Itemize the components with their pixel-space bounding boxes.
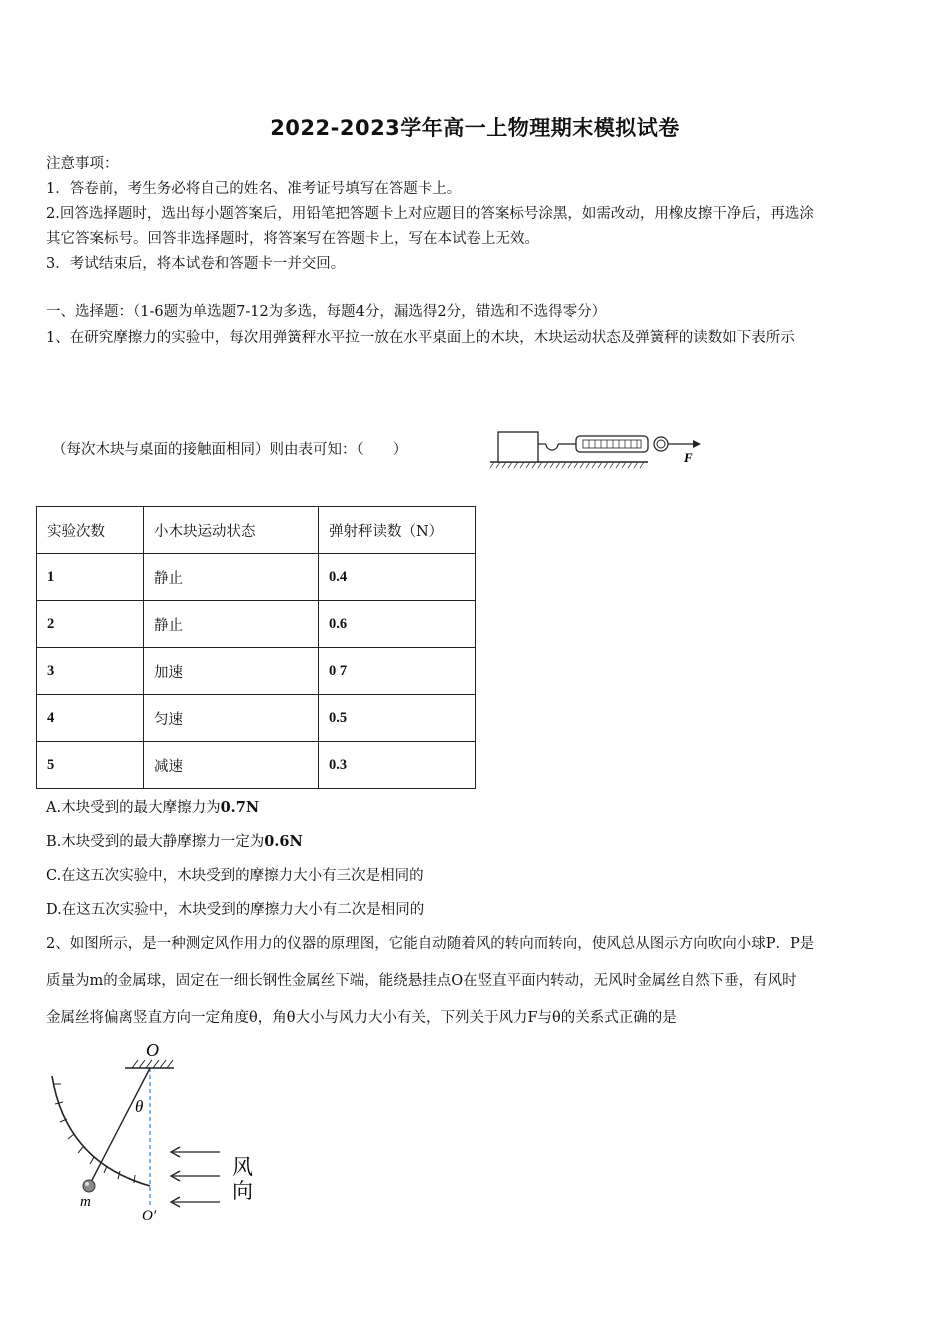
table-row [37,648,476,695]
table-header: 实验次数 [37,507,144,554]
q1-option-a [46,796,259,817]
force-label: F [684,450,693,465]
q1-stem-cont: （每次木块与桌面的接触面相同）则由表可知：（ ） [52,442,408,458]
q2-stem-line-3: 金属丝将偏离竖直方向一定角度θ，角θ大小与风力大小有关，下列关于风力F与θ的关系式正确的是 [46,1010,677,1026]
q1-option-c: C.在这五次实验中，木块受到的摩擦力大小有三次是相同的 [46,868,424,884]
option-a-value: 0.7N [220,799,260,816]
wind-label-2: 向 [232,1179,253,1203]
table-header: 弹射秤读数（N） [319,507,476,554]
table-cell: 0 7 [319,648,476,695]
table-cell: 4 [37,695,144,742]
table-row [37,601,476,648]
q1-stem: 1、在研究摩擦力的实验中，每次用弹簧秤水平拉一放在水平桌面上的木块，木块运动状态及弹簧秤的读数如下表所示 [46,330,795,346]
table-cell: 5 [37,742,144,789]
page-title: 2022-2023学年高一上物理期末模拟试卷 [270,116,680,140]
friction-data-table [36,506,476,789]
notice-item-3: 3．考试结束后，将本试卷和答题卡一并交回。 [46,256,346,272]
notice-item-2-cont: 其它答案标号。回答非选择题时，将答案写在答题卡上，写在本试卷上无效。 [46,231,539,247]
label-o: O [146,1040,159,1060]
table-cell: 静止 [144,601,319,648]
table-row [37,742,476,789]
table-cell: 0.6 [319,601,476,648]
label-theta: θ [135,1097,144,1116]
table-cell: 减速 [144,742,319,789]
q1-option-d: D.在这五次实验中，木块受到的摩擦力大小有二次是相同的 [46,902,425,918]
label-m: m [80,1194,91,1210]
q2-stem-line-1: 2、如图所示，是一种测定风作用力的仪器的原理图，它能自动随着风的转向而转向，使风总从图示方向吹向小球P．P是 [46,936,815,952]
table-header-row [37,507,476,554]
table-cell: 0.4 [319,554,476,601]
table-cell: 0.3 [319,742,476,789]
table-cell: 2 [37,601,144,648]
spring-scale-figure [488,424,708,474]
table-cell: 静止 [144,554,319,601]
option-b-text: B.木块受到的最大静摩擦力一定为 [46,834,265,850]
q1-option-b [46,830,303,851]
table-cell: 匀速 [144,695,319,742]
label-o-prime: O′ [142,1208,157,1224]
table-cell: 3 [37,648,144,695]
option-a-text: A.木块受到的最大摩擦力为 [46,800,221,816]
notice-item-1: 1．答卷前，考生务必将自己的姓名、准考证号填写在答题卡上。 [46,181,462,197]
table-cell: 加速 [144,648,319,695]
table-cell: 1 [37,554,144,601]
table-header: 小木块运动状态 [144,507,319,554]
table-row [37,554,476,601]
section-heading: 一、选择题：（1-6题为单选题7-12为多选，每题4分，漏选得2分，错选和不选得零分） [46,304,607,320]
option-b-value: 0.6N [264,833,303,850]
notice-item-2: 2.回答选择题时，选出每小题答案后，用铅笔把答题卡上对应题目的答案标号涂黑，如需改动，用橡皮擦干净后，再选涂 [46,206,814,222]
notice-heading: 注意事项： [46,156,119,172]
wind-label-1: 风 [232,1155,253,1179]
q2-stem-line-2: 质量为m的金属球，固定在一细长钢性金属丝下端，能绕悬挂点O在竖直平面内转动，无风时金属丝自然下垂，有风时 [46,973,797,989]
table-row [37,695,476,742]
table-cell: 0.5 [319,695,476,742]
wind-instrument-figure [40,1034,280,1224]
